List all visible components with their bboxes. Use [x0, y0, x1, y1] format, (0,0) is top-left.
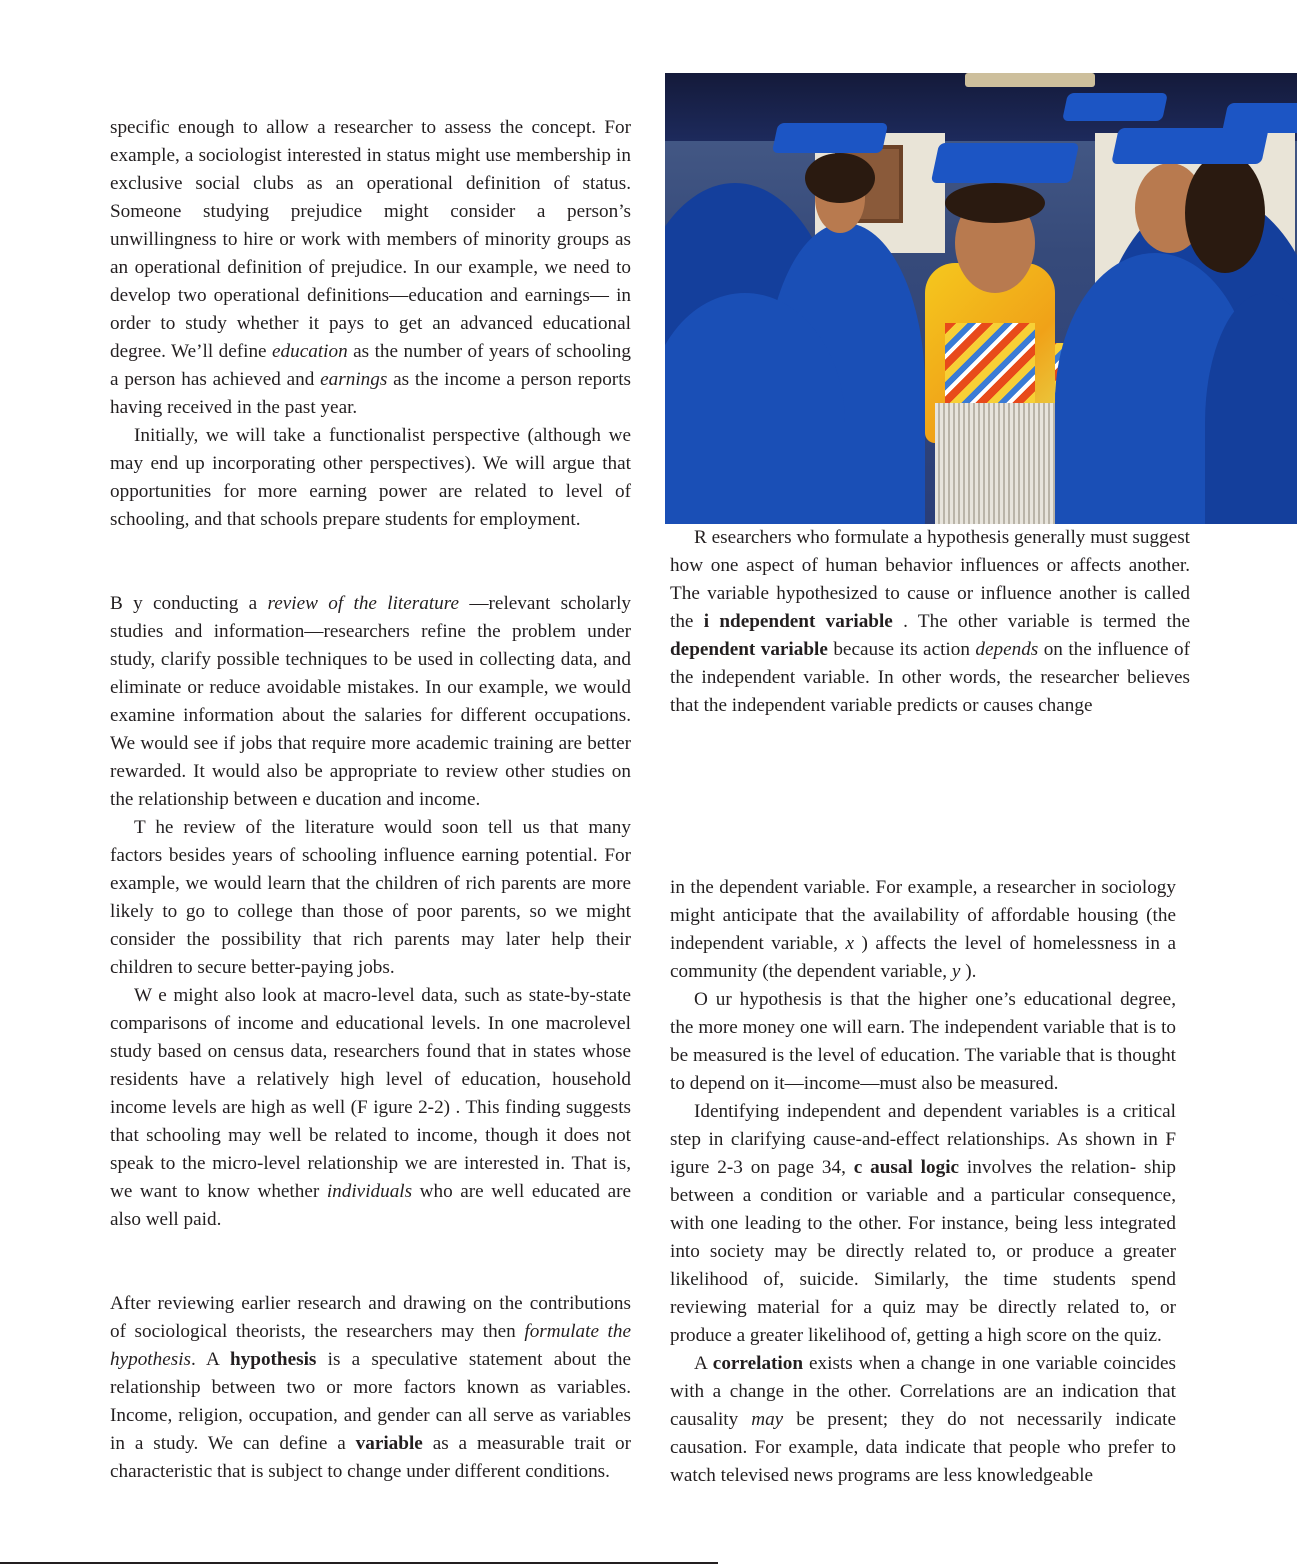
paragraph-macro-level: W e might also look at macro-level data, such as state-by-state comparisons of income and educational levels. In one macrolevel study based on census data, researchers found that in states whose residents have a relatively high level of education, household income levels are high as well (F igure 2-2) . This finding suggests that schooling may well be related to income, though it does not speak to the micro-level relationship we are interested in. That is, we want to know whether individuals who are well educated are also well paid. — [110, 985, 631, 1230]
paragraph-literature-review: B y conducting a review of the literature —relevant scholarly studies and information—researchers refine the problem under study, clarify possible techniques to be used in collecting data, and eliminate or reduce avoidable mistakes. In our example, we would examine information about the salaries for different occupations. We would see if jobs that require more academic training are better rewarded. It would also be appropriate to review other studies on the relationship between e ducation and income. — [110, 593, 631, 810]
paragraph-hypothesis: After reviewing earlier research and drawing on the contributions of sociological theorists, the researchers may then formulate the hypothesis. A hypothesis is a speculative statement about the relationship between two or more factors known as variables. Income, religion, occupation, and gender can all serve as variables in a study. We can define a variable as a measurable trait or characteristic that is subject to change under different conditions. — [110, 1293, 631, 1482]
right-text-column-top — [670, 524, 1190, 720]
paragraph-earning-potential: T he review of the literature would soon tell us that many factors besides years of schooling influence earning potential. For example, we would learn that the children of rich parents are more likely to go to college than those of poor parents, so we might consider the possibility that rich parents may later help their children to secure better-paying jobs. — [110, 817, 631, 978]
section-gap — [110, 534, 631, 590]
section-gap — [110, 1234, 631, 1290]
left-text-column — [110, 114, 631, 1486]
bottom-rule — [0, 1562, 718, 1564]
paragraph-operational-definition: specific enough to allow a researcher to assess the concept. For example, a sociologist interested in status might use membership in exclusive social clubs as an operational definition of status. Someone studying prejudice might consider a person’s unwillingness to hire or work with members of minority groups as an operational definition of prejudice. In our example, we need to develop two operational definitions—education and earnings— in order to study whether it pays to get an advanced educational degree. We’ll define education as the number of years of schooling a person has achieved and earnings as the income a person reports having received in the past year. — [110, 117, 631, 418]
paragraph-causal-logic: Identifying independent and dependent variables is a critical step in clarifying cause-and-effect relationships. As shown in F igure 2-3 on page 34, c ausal logic involves the relation- ship between a condition or variable and a particular consequence, with one leading to the other. For instance, being less integrated into society may be directly related to, or produce a greater likelihood of, suicide. Similarly, the time students spend reviewing material for a quiz may be directly related to, or produce a greater likelihood of, getting a high score on the quiz. — [670, 1101, 1176, 1346]
photo-banner-sign — [965, 73, 1095, 87]
paragraph-functionalist: Initially, we will take a functionalist perspective (although we may end up incorporating other perspectives). We will argue that opportunities for more earning power are related to level of schooling, and that schools prepare students for employment. — [110, 425, 631, 530]
paragraph-independent-variable: R esearchers who formulate a hypothesis generally must suggest how one aspect of human behavior influences or affects another. The variable hypothesized to cause or influence another is called the i ndependent variable . The other variable is termed the dependent variable because its action depends on the influence of the independent variable. In other words, the researcher believes that the independent variable predicts or causes change — [670, 527, 1190, 716]
paragraph-our-hypothesis: O ur hypothesis is that the higher one’s educational degree, the more money one will earn. The independent variable that is to be measured is the level of education. The variable that is thought to depend on it—income—must also be measured. — [670, 989, 1176, 1094]
paragraph-correlation: A correlation exists when a change in one variable coincides with a change in the other. Correlations are an indication that causality may be present; they do not necessarily indicate causation. For example, data indicate that people who prefer to watch televised news programs are less knowledgeable — [670, 1353, 1176, 1486]
paragraph-dependent-variable: in the dependent variable. For example, a researcher in sociology might anticipate that the availability of affordable housing (the independent variable, x ) affects the level of homelessness in a community (the dependent variable, y ). — [670, 877, 1177, 982]
graduation-photo — [665, 73, 1297, 524]
right-text-column-bottom — [670, 874, 1176, 1490]
